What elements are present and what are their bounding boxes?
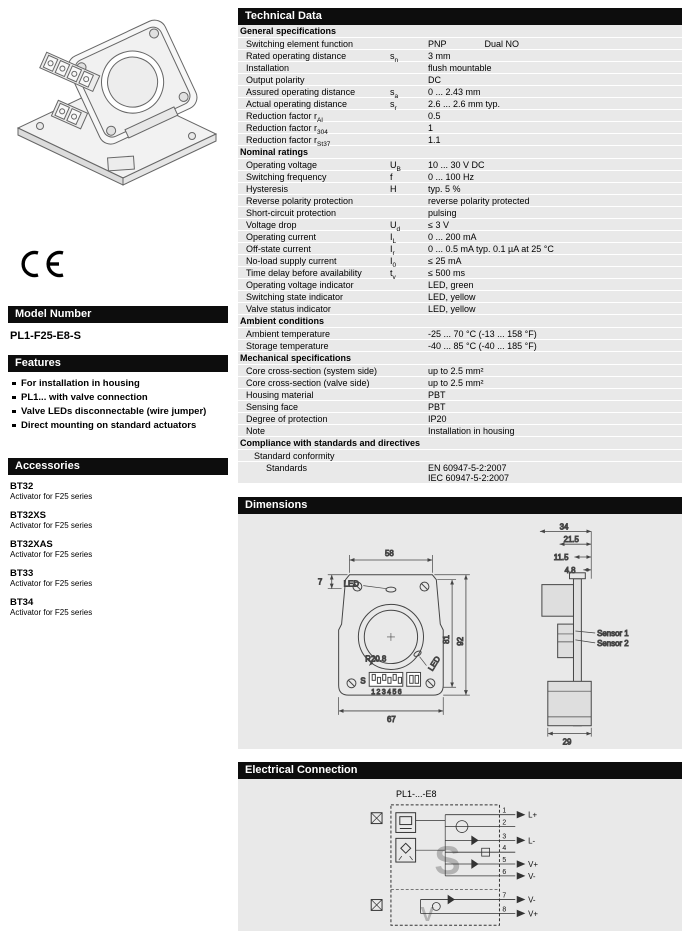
right-column [238, 8, 682, 927]
spec-value-line: EN 60947-5-2:2007 [428, 463, 507, 473]
spec-row [238, 425, 682, 437]
pin-label: V+ [528, 859, 538, 869]
spec-value: LED, yellow [428, 304, 476, 314]
spec-value: ≤ 3 V [428, 220, 449, 230]
spec-value: LED, green [428, 280, 474, 290]
feature-item: Direct mounting on standard actuators [10, 420, 228, 431]
v-section-label: V [420, 903, 435, 927]
pin-label: V- [528, 895, 536, 905]
accessory-desc: Activator for F25 series [10, 579, 93, 588]
spec-value: 10 ... 30 V DC [428, 160, 485, 170]
pin-label: L- [528, 836, 536, 846]
spec-section-title: Ambient conditions [238, 315, 682, 328]
pin-number: 4 [502, 845, 507, 853]
dim-label-4-8: 4.8 [564, 565, 576, 575]
dim-label-21-5: 21.5 [563, 535, 579, 545]
spec-row [238, 377, 682, 389]
spec-row [238, 291, 682, 303]
spec-section-title: General specifications [238, 25, 682, 38]
spec-label: Standards [266, 463, 308, 473]
spec-label: Rated operating distance [246, 51, 347, 61]
spec-label: Reduction factor $r_{Al}$ [246, 111, 323, 124]
spec-row [238, 134, 682, 146]
technical-data-header: Technical Data [238, 8, 682, 25]
spec-row [238, 279, 682, 291]
pin-number: 2 [502, 819, 507, 827]
product-photo [8, 8, 226, 228]
technical-table [238, 25, 682, 484]
pin-label: V+ [528, 909, 538, 919]
spec-label: Reduction factor $r_{304}$ [246, 123, 328, 136]
spec-row [238, 171, 682, 183]
dim-label-29: 29 [562, 737, 572, 747]
accessory-code: BT33 [10, 568, 34, 579]
spec-label: Valve status indicator [246, 304, 331, 314]
spec-row [238, 340, 682, 352]
spec-row [238, 86, 682, 98]
spec-value: 1.1 [428, 135, 441, 145]
spec-symbol: $t_v$ [390, 268, 396, 281]
spec-value: -25 ... 70 °C (-13 ... 158 °F) [428, 329, 537, 339]
accessory-item [10, 481, 228, 501]
spec-value: 0 ... 2.43 mm [428, 87, 481, 97]
spec-label: Operating current [246, 232, 317, 242]
spec-row [238, 207, 682, 219]
electrical-header: Electrical Connection [238, 762, 682, 779]
spec-label: Storage temperature [246, 341, 329, 351]
spec-row [238, 74, 682, 86]
spec-value: DC [428, 75, 441, 85]
spec-label: Reverse polarity protection [246, 196, 354, 206]
spec-row [238, 462, 682, 484]
spec-symbol: $s_n$ [390, 51, 399, 64]
spec-value: PBT [428, 402, 446, 412]
spec-section-title: Nominal ratings [238, 146, 682, 159]
spec-value: 0 ... 200 mA [428, 232, 477, 242]
spec-symbol: $I_r$ [390, 244, 395, 257]
spec-row [238, 50, 682, 62]
pin-number: 1 [502, 807, 507, 815]
spec-symbol: f [390, 172, 393, 182]
sensor2-label: Sensor 2 [597, 638, 629, 648]
spec-row [238, 303, 682, 315]
spec-value: Installation in housing [428, 426, 515, 436]
spec-value: up to 2.5 mm² [428, 378, 484, 388]
accessory-desc: Activator for F25 series [10, 492, 93, 501]
dim-label-81: 81 [442, 635, 452, 644]
spec-label: Operating voltage indicator [246, 280, 354, 290]
spec-symbol: $I_0$ [390, 256, 397, 269]
spec-row [238, 62, 682, 74]
dim-label-92: 92 [455, 637, 465, 646]
accessory-item [10, 568, 228, 588]
spec-label: Short-circuit protection [246, 208, 337, 218]
dim-label-34: 34 [559, 522, 569, 532]
side-view [540, 522, 629, 746]
pin-label: V- [528, 871, 536, 881]
spec-row [238, 255, 682, 267]
spec-label: Assured operating distance [246, 87, 356, 97]
spec-row [238, 195, 682, 207]
spec-value: 0 ... 100 Hz [428, 172, 475, 182]
spec-row [238, 219, 682, 231]
feature-item: PL1... with valve connection [10, 392, 228, 403]
spec-value: ≤ 25 mA [428, 256, 462, 266]
spec-label: Installation [246, 63, 290, 73]
dim-label-radius: R20.8 [365, 654, 387, 664]
dim-label-7: 7 [317, 577, 323, 587]
spec-label: No-load supply current [246, 256, 337, 266]
valve-symbol-icon [396, 838, 416, 862]
spec-value: -40 ... 85 °C (-40 ... 185 °F) [428, 341, 537, 351]
features-header: Features [8, 355, 228, 372]
spec-value: 2.6 ... 2.6 mm typ. [428, 99, 501, 109]
accessory-item [10, 510, 228, 530]
spec-row [238, 122, 682, 134]
spec-label: Operating voltage [246, 160, 318, 170]
accessory-item [10, 539, 228, 559]
spec-label: Output polarity [246, 75, 305, 85]
spec-value: 1 [428, 123, 434, 133]
spec-section-title: Mechanical specifications [238, 352, 682, 365]
spec-row [238, 267, 682, 279]
dimensions-header: Dimensions [238, 497, 682, 514]
dimensions-drawing [238, 514, 682, 749]
spec-label: Standard conformity [254, 451, 335, 461]
dim-label-11-5: 11.5 [553, 552, 569, 562]
feature-item: Valve LEDs disconnectable (wire jumper) [10, 406, 228, 417]
clamp-icon [371, 813, 382, 911]
pin-number: 6 [502, 868, 507, 876]
spec-value-line: IEC 60947-5-2:2007 [428, 473, 510, 483]
pin-number: 3 [502, 833, 507, 841]
spec-symbol: $s_a$ [390, 87, 399, 100]
led-label-2: LED [426, 654, 443, 673]
spec-value: ≤ 500 ms [428, 268, 465, 278]
spec-label: Reduction factor $r_{St37}$ [246, 135, 331, 148]
front-view [318, 549, 470, 724]
electrical-diagram-title: PL1-...-E8 [396, 789, 437, 799]
spec-label: Housing material [246, 390, 314, 400]
dim-label-58: 58 [385, 549, 394, 559]
spec-symbol: $U_B$ [390, 160, 401, 173]
spec-value: LED, yellow [428, 292, 476, 302]
led-label-1: LED [343, 579, 359, 589]
spec-row [238, 98, 682, 110]
spec-symbol: $I_L$ [390, 232, 397, 245]
spec-label: Time delay before availability [246, 268, 362, 278]
accessory-desc: Activator for F25 series [10, 550, 93, 559]
spec-label: Switching state indicator [246, 292, 344, 302]
pin-label: L+ [528, 810, 538, 820]
sensor-symbol-icon [396, 813, 416, 833]
accessories-list [10, 481, 228, 617]
accessory-desc: Activator for F25 series [10, 521, 93, 530]
spec-value: PNP Dual NO [428, 39, 520, 49]
accessory-desc: Activator for F25 series [10, 608, 93, 617]
spec-label: Core cross-section (system side) [246, 366, 378, 376]
spec-row [238, 401, 682, 413]
feature-item: For installation in housing [10, 378, 228, 389]
dip-s-label: S [360, 676, 366, 686]
spec-label: Note [246, 426, 266, 436]
spec-label: Voltage drop [246, 220, 297, 230]
spec-row [238, 243, 682, 255]
features-list [10, 378, 228, 431]
dip-digits: 123456 [371, 689, 404, 697]
spec-value: 0.5 [428, 111, 441, 121]
spec-row [238, 159, 682, 171]
accessory-item [10, 597, 228, 617]
spec-symbol: $U_d$ [390, 220, 401, 233]
sensor1-label: Sensor 1 [597, 628, 629, 638]
accessories-header: Accessories [8, 458, 228, 475]
spec-row [238, 38, 682, 50]
spec-label: Hysteresis [246, 184, 289, 194]
spec-value: pulsing [428, 208, 457, 218]
pin-number: 8 [502, 906, 507, 914]
accessory-code: BT34 [10, 597, 34, 608]
accessory-code: BT32 [10, 481, 34, 492]
spec-row [238, 450, 682, 462]
spec-value: PBT [428, 390, 446, 400]
spec-label: Core cross-section (valve side) [246, 378, 370, 388]
spec-symbol: H [390, 184, 397, 194]
spec-row [238, 231, 682, 243]
spec-value: typ. 5 % [428, 184, 461, 194]
s-section-label: S [434, 838, 461, 883]
spec-row [238, 389, 682, 401]
spec-row [238, 328, 682, 340]
electrical-diagram [238, 801, 682, 931]
spec-label: Ambient temperature [246, 329, 331, 339]
accessory-code: BT32XS [10, 510, 46, 521]
spec-label: Actual operating distance [246, 99, 348, 109]
model-number-value: PL1-F25-E8-S [10, 330, 81, 342]
spec-label: Sensing face [246, 402, 299, 412]
spec-label: Degree of protection [246, 414, 328, 424]
electrical-panel [238, 762, 682, 931]
spec-symbol: $s_r$ [390, 99, 397, 112]
pin-number: 7 [502, 892, 507, 900]
accessory-code: BT32XAS [10, 539, 53, 550]
spec-section-title: Compliance with standards and directives [238, 437, 682, 450]
spec-row [238, 183, 682, 195]
spec-label: Switching frequency [246, 172, 327, 182]
pin-number: 5 [502, 857, 507, 865]
spec-row [238, 110, 682, 122]
left-column [8, 8, 228, 877]
spec-label: Switching element function [246, 39, 354, 49]
dimensions-panel [238, 497, 682, 749]
spec-row [238, 413, 682, 425]
dim-label-67: 67 [386, 714, 396, 724]
spec-value: 3 mm [428, 51, 451, 61]
model-number-header: Model Number [8, 306, 228, 323]
spec-value: IP20 [428, 414, 447, 424]
technical-data-panel [238, 8, 682, 484]
ce-mark-icon [20, 249, 66, 279]
spec-label: Off-state current [246, 244, 311, 254]
spec-value [428, 463, 682, 483]
spec-value: up to 2.5 mm² [428, 366, 484, 376]
spec-value: flush mountable [428, 63, 492, 73]
spec-value: 0 ... 0.5 mA typ. 0.1 µA at 25 °C [428, 244, 554, 254]
spec-value: reverse polarity protected [428, 196, 530, 206]
spec-row [238, 365, 682, 377]
